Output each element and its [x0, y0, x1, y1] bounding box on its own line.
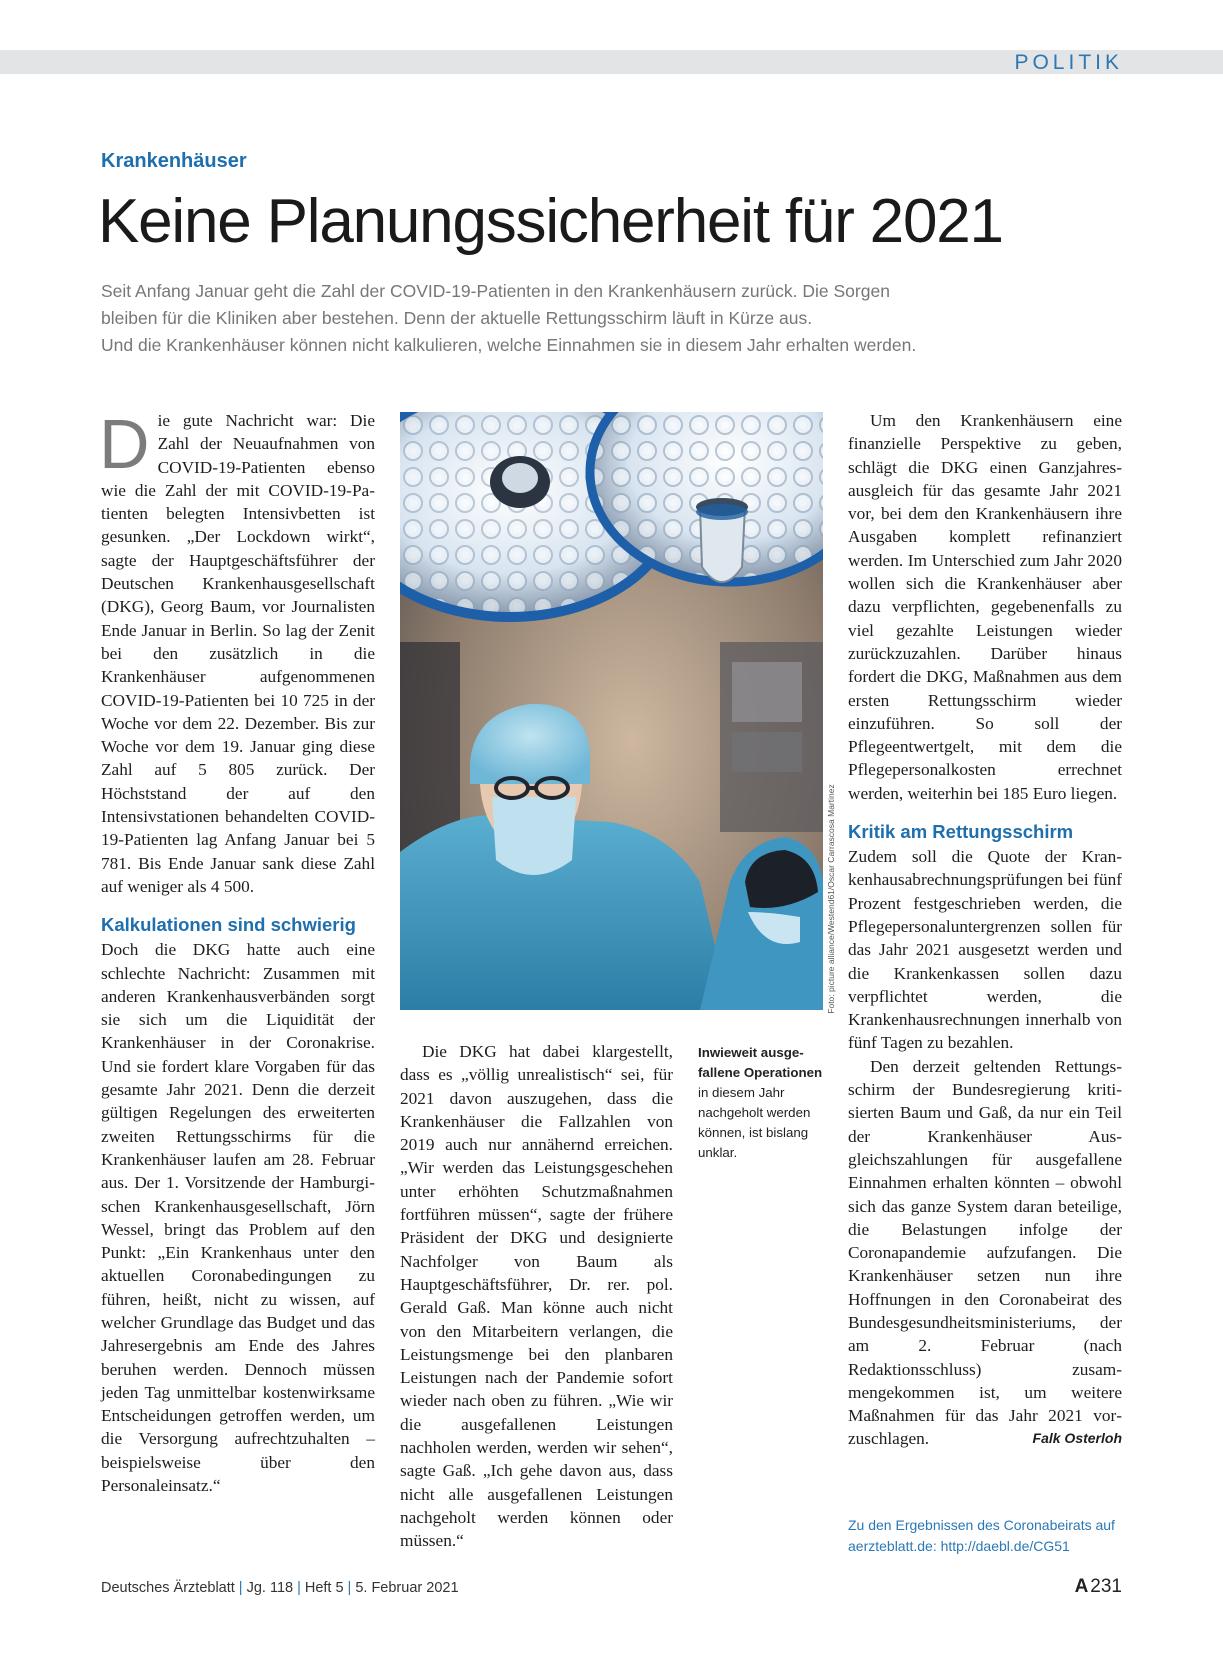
page-number — [1075, 1576, 1122, 1598]
caption-lead: Inwieweit ausgefallene Operationen — [698, 1045, 823, 1080]
volume: Jg. 118 — [246, 1580, 294, 1596]
text-column-1 — [99, 405, 375, 1497]
article-kicker: Krankenhäuser — [101, 150, 247, 172]
paragraph: Zudem soll die Quote der Krankenhausabrechnungsprüfungen bei fünf Prozent festgeschrieben werden, die Pflegepersonaluntergrenzen sollen für das Jahr 2021 ausgesetzt werden und die Krankenkassen sollen dazu verpflichtet werden, die Krankenhausrechnungen innerhalb von fünf Tagen zu bezahlen. — [848, 847, 1122, 1053]
lead-line: bleiben für die Kliniken aber bestehen. Denn der aktuelle Rettungsschirm läuft in Kürze aus. — [101, 308, 813, 328]
text-column-2 — [400, 1040, 673, 1553]
paragraph: Doch die DKG hatte auch eine schlechte Nachricht: Zusammen mit anderen Krankenhausverbänden sorgt sie sich um die Liquidität der Krankenhäuser in der Coronakrise. Und sie fordert klare Vorgaben für das gesamte Jahr 2021. Denn die derzeit gültigen Regelungen des erweiterten zweiten Rettungsschirms für die Krankenhäuser laufen am 28. Februar aus. Der 1. Vorsitzende der Hamburgischen Krankenhausgesellschaft, Jörn Wessel, bringt das Problem auf den Punkt: „Ein Krankenhaus unter den aktuellen Coronabedingungen zu führen, heißt, nicht zu wissen, auf welcher Grundlage das Budget und das Jahresergebnis am Ende des Jahres beruhen werden. Dennoch müssen jeden Tag unmittelbar kostenwirksame Entscheidungen getroffen werden, um die Versorgung aufrechtzuhalten – beispielsweise über den Personaleinsatz.“ — [101, 940, 375, 1496]
link-note[interactable]: Zu den Ergebnissen des Coronabeirats auf aerzteblatt.de: http://daebl.de/CG51 — [848, 1517, 1115, 1554]
paragraph: Die DKG hat dabei klargestellt, dass es „völlig unrealistisch“ sei, für 2021 davon auszugehen, dass die Krankenhäuser die Fallzahlen von 2019 auch nur annähernd erreichen. „Wir werden das Leistungsgeschehen unter erhöhten Schutzmaßnahmen fortführen müssen“, sagte der frühere Präsident der DKG und designierte Nachfolger von Baum als Hauptgeschäftsführer, Dr. rer. pol. Gerald Gaß. Man könne auch nicht von den Mitarbeitern verlangen, die Leistungsmenge bei den planbaren Leistungen nach der Pandemie sofort wieder nach oben zu führen. „Wie wir die ausgefallenen Leistungen nachholen werden, werden wir sehen“, sagte Gaß. „Ich gehe davon aus, dass nicht alle ausgefallenen Leistungen nachgeholt werden können oder müssen.“ — [400, 1042, 673, 1551]
paragraph — [848, 1055, 1122, 1451]
divider: | — [297, 1580, 301, 1596]
photo-credit: Foto: picture alliance/Westend61/Oscar Carrascosa Martinez — [826, 784, 836, 1014]
footer — [101, 1580, 459, 1596]
subheading-kalkulationen: Kalkulationen sind schwierig — [101, 914, 356, 936]
surgery-photo — [400, 412, 823, 1010]
divider: | — [347, 1580, 352, 1596]
author-name: Falk Osterloh — [1032, 1430, 1122, 1447]
journal-name: Deutsches Ärzteblatt — [101, 1580, 235, 1596]
lead-line: Seit Anfang Januar geht die Zahl der COVID-19-Patienten in den Krankenhäusern zurück. Die Sorgen — [101, 281, 890, 301]
paragraph-text: Den derzeit geltenden Rettungsschirm der Bundesregierung kritisierten Baum und Gaß, da nur ein Teil der Krankenhäuser Ausgleichszahlungen für ausgefallene Einnahmen erhalten könnten – obwohl sich das ganze System daran beteilige, die Belastungen infolge der Coronapandemie aufzufangen. Die Krankenhäuser setzen nun ihre Hoffnungen in den Coronabeirat des Bundesgesundheitsministeriums, der am 2. Februar (nach Redaktionsschluss) zusammengekommen ist, um weitere Maßnahmen für das Jahr 2021 vorzuschlagen. — [848, 1056, 1122, 1449]
article-lead — [101, 278, 1061, 359]
page-prefix: A — [1074, 1576, 1089, 1597]
issue: Heft 5 — [304, 1580, 344, 1596]
issue-date: 5. Februar 2021 — [355, 1580, 459, 1596]
caption-text: in diesem Jahr nachgeholt werden können, ist bislang unklar. — [698, 1085, 811, 1160]
lead-line: Und die Krankenhäuser können nicht kalkulieren, welche Einnahmen sie in diesem Jahr erhalten werden. — [101, 335, 917, 355]
section-label: POLITIK — [1014, 51, 1123, 74]
drop-cap: D — [99, 405, 150, 483]
text-column-3 — [848, 409, 1122, 1451]
paragraph-text: ie gute Nachricht war: Die Zahl der Neuaufnahmen von COVID-19-Patienten ebenso wie die Zahl der mit COVID-19-Patienten belegten Intensivbetten ist gesunken. „Der Lockdown wirkt“, sagte der Hauptgeschäftsführer der Deutschen Krankenhausgesellschaft (DKG), Georg Baum, vor Journalisten Ende Januar in Berlin. So lag der Zenit bei den zusätzlich in die Krankenhäuser aufgenommenen COVID-19-Patienten bei 10 725 in der Woche vor dem 22. Dezember. Bis zur Woche vor dem 19. Januar ging diese Zahl auf 5 805 zurück. Der Höchststand der auf den Intensivstationen behandelten COVID-19-Patienten lag Anfang Januar bei 5 781. Bis Ende Januar sank diese Zahl auf weniger als 4 500. — [101, 411, 375, 896]
article-headline: Keine Planungssicherheit für 2021 — [98, 187, 1003, 256]
subheading-kritik: Kritik am Rettungsschirm — [848, 821, 1074, 843]
operating-room-illustration — [400, 412, 823, 1010]
paragraph — [99, 405, 375, 898]
photo-caption — [698, 1043, 826, 1163]
page-number-value: 231 — [1090, 1576, 1122, 1597]
paragraph: Um den Krankenhäusern eine finanzielle Perspektive zu geben, schlägt die DKG einen Ganzjahresausgleich für das gesamte Jahr 2021 vor, bei dem den Krankenhäusern ihre Ausgaben komplett refinanziert werden. Im Unterschied zum Jahr 2020 wollen sich die Krankenhäuser aber dazu verpflichten, gegebenenfalls zu viel gezahlte Leistungen wieder zurückzuzahlen. Darüber hinaus fordert die DKG, Maßnahmen aus dem ersten Rettungsschirm wieder einzuführen. So soll der Pflegeentwertgelt, mit dem die Pflegepersonalkosten errechnet werden, weiterhin bei 185 Euro liegen. — [848, 411, 1122, 803]
divider: | — [238, 1580, 243, 1596]
